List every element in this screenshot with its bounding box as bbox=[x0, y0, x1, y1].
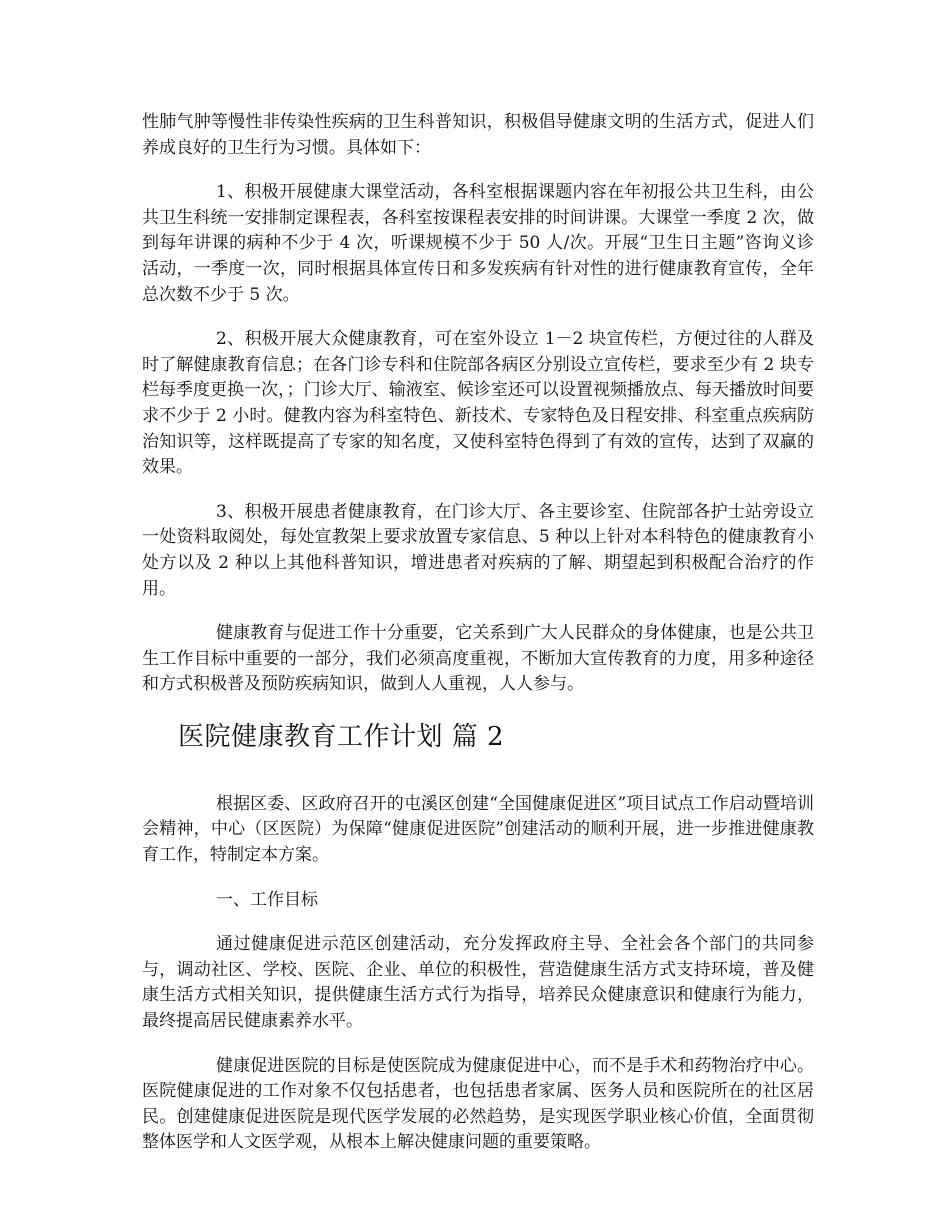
paragraph-item-3: 3、积极开展患者健康教育，在门诊大厅、各主要诊室、住院部各护士站旁设立一处资料取阅处，每处宣教架上要求放置专家信息、5 种以上针对本科特色的健康教育小处方以及 2 种以上其他科普知识，增进患者对疾病的了解、期望起到积极配合治疗的作用。 bbox=[142, 501, 814, 599]
subheading-work-goal: 一、工作目标 bbox=[216, 889, 318, 910]
paragraph-intro: 根据区委、区政府召开的屯溪区创建“全国健康促进区”项目试点工作启动暨培训会精神，中心（区医院）为保障“健康促进医院”创建活动的顺利开展，进一步推进健康教育工作，特制定本方案。 bbox=[142, 793, 814, 866]
paragraph-summary: 健康教育与促进工作十分重要，它关系到广大人民群众的身体健康，也是公共卫生工作目标中重要的一部分，我们必须高度重视，不断加大宣传教育的力度，用多种途径和方式积极普及预防疾病知识，做到人人重视，人人参与。 bbox=[142, 623, 814, 695]
paragraph-item-1: 1、积极开展健康大课堂活动，各科室根据课题内容在年初报公共卫生科，由公共卫生科统一安排制定课程表，各科室按课程表安排的时间讲课。大课堂一季度 2 次，做到每年讲课的病种不少于 4 次，听课规模不少于 50 人/次。开展“卫生日主题”咨询义诊活动，一季度一次，同时根据具体宣传日和多发疾病有针对性的进行健康教育宣传，全年总次数不少于 5 次。 bbox=[142, 182, 814, 305]
section-heading: 医院健康教育工作计划 篇 2 bbox=[178, 721, 505, 752]
paragraph-item-2: 2、积极开展大众健康教育，可在室外设立 1－2 块宣传栏，方便过往的人群及时了解健康教育信息；在各门诊专科和住院部各病区分别设立宣传栏，要求至少有 2 块专栏每季度更换一次，；门诊大厅、输液室、候诊室还可以设置视频播放点、每天播放时间要求不少于 2 小时。健教内容为科室特色、新技术、专家特色及日程安排、科室重点疾病防治知识等，这样既提高了专家的知名度，又使科室特色得到了有效的宣传，达到了双赢的效果。 bbox=[142, 329, 814, 478]
paragraph-goal-description: 通过健康促进示范区创建活动，充分发挥政府主导、全社会各个部门的共同参与，调动社区、学校、医院、企业、单位的积极性，营造健康生活方式支持环境，普及健康生活方式相关知识，提供健康生活方式行为指导，培养民众健康意识和健康行为能力，最终提高居民健康素养水平。 bbox=[142, 934, 814, 1032]
paragraph-hospital-goal: 健康促进医院的目标是使医院成为健康促进中心，而不是手术和药物治疗中心。医院健康促进的工作对象不仅包括患者，也包括患者家属、医务人员和医院所在的社区居民。创建健康促进医院是现代医学发展的必然趋势，是实现医学职业核心价值，全面贯彻整体医学和人文医学观，从根本上解决健康问题的重要策略。 bbox=[142, 1055, 814, 1153]
paragraph-continuation: 性肺气肿等慢性非传染性疾病的卫生科普知识，积极倡导健康文明的生活方式，促进人们养成良好的卫生行为习惯。具体如下： bbox=[142, 112, 814, 158]
document-body bbox=[142, 110, 814, 1175]
heading-spacer bbox=[142, 778, 814, 792]
